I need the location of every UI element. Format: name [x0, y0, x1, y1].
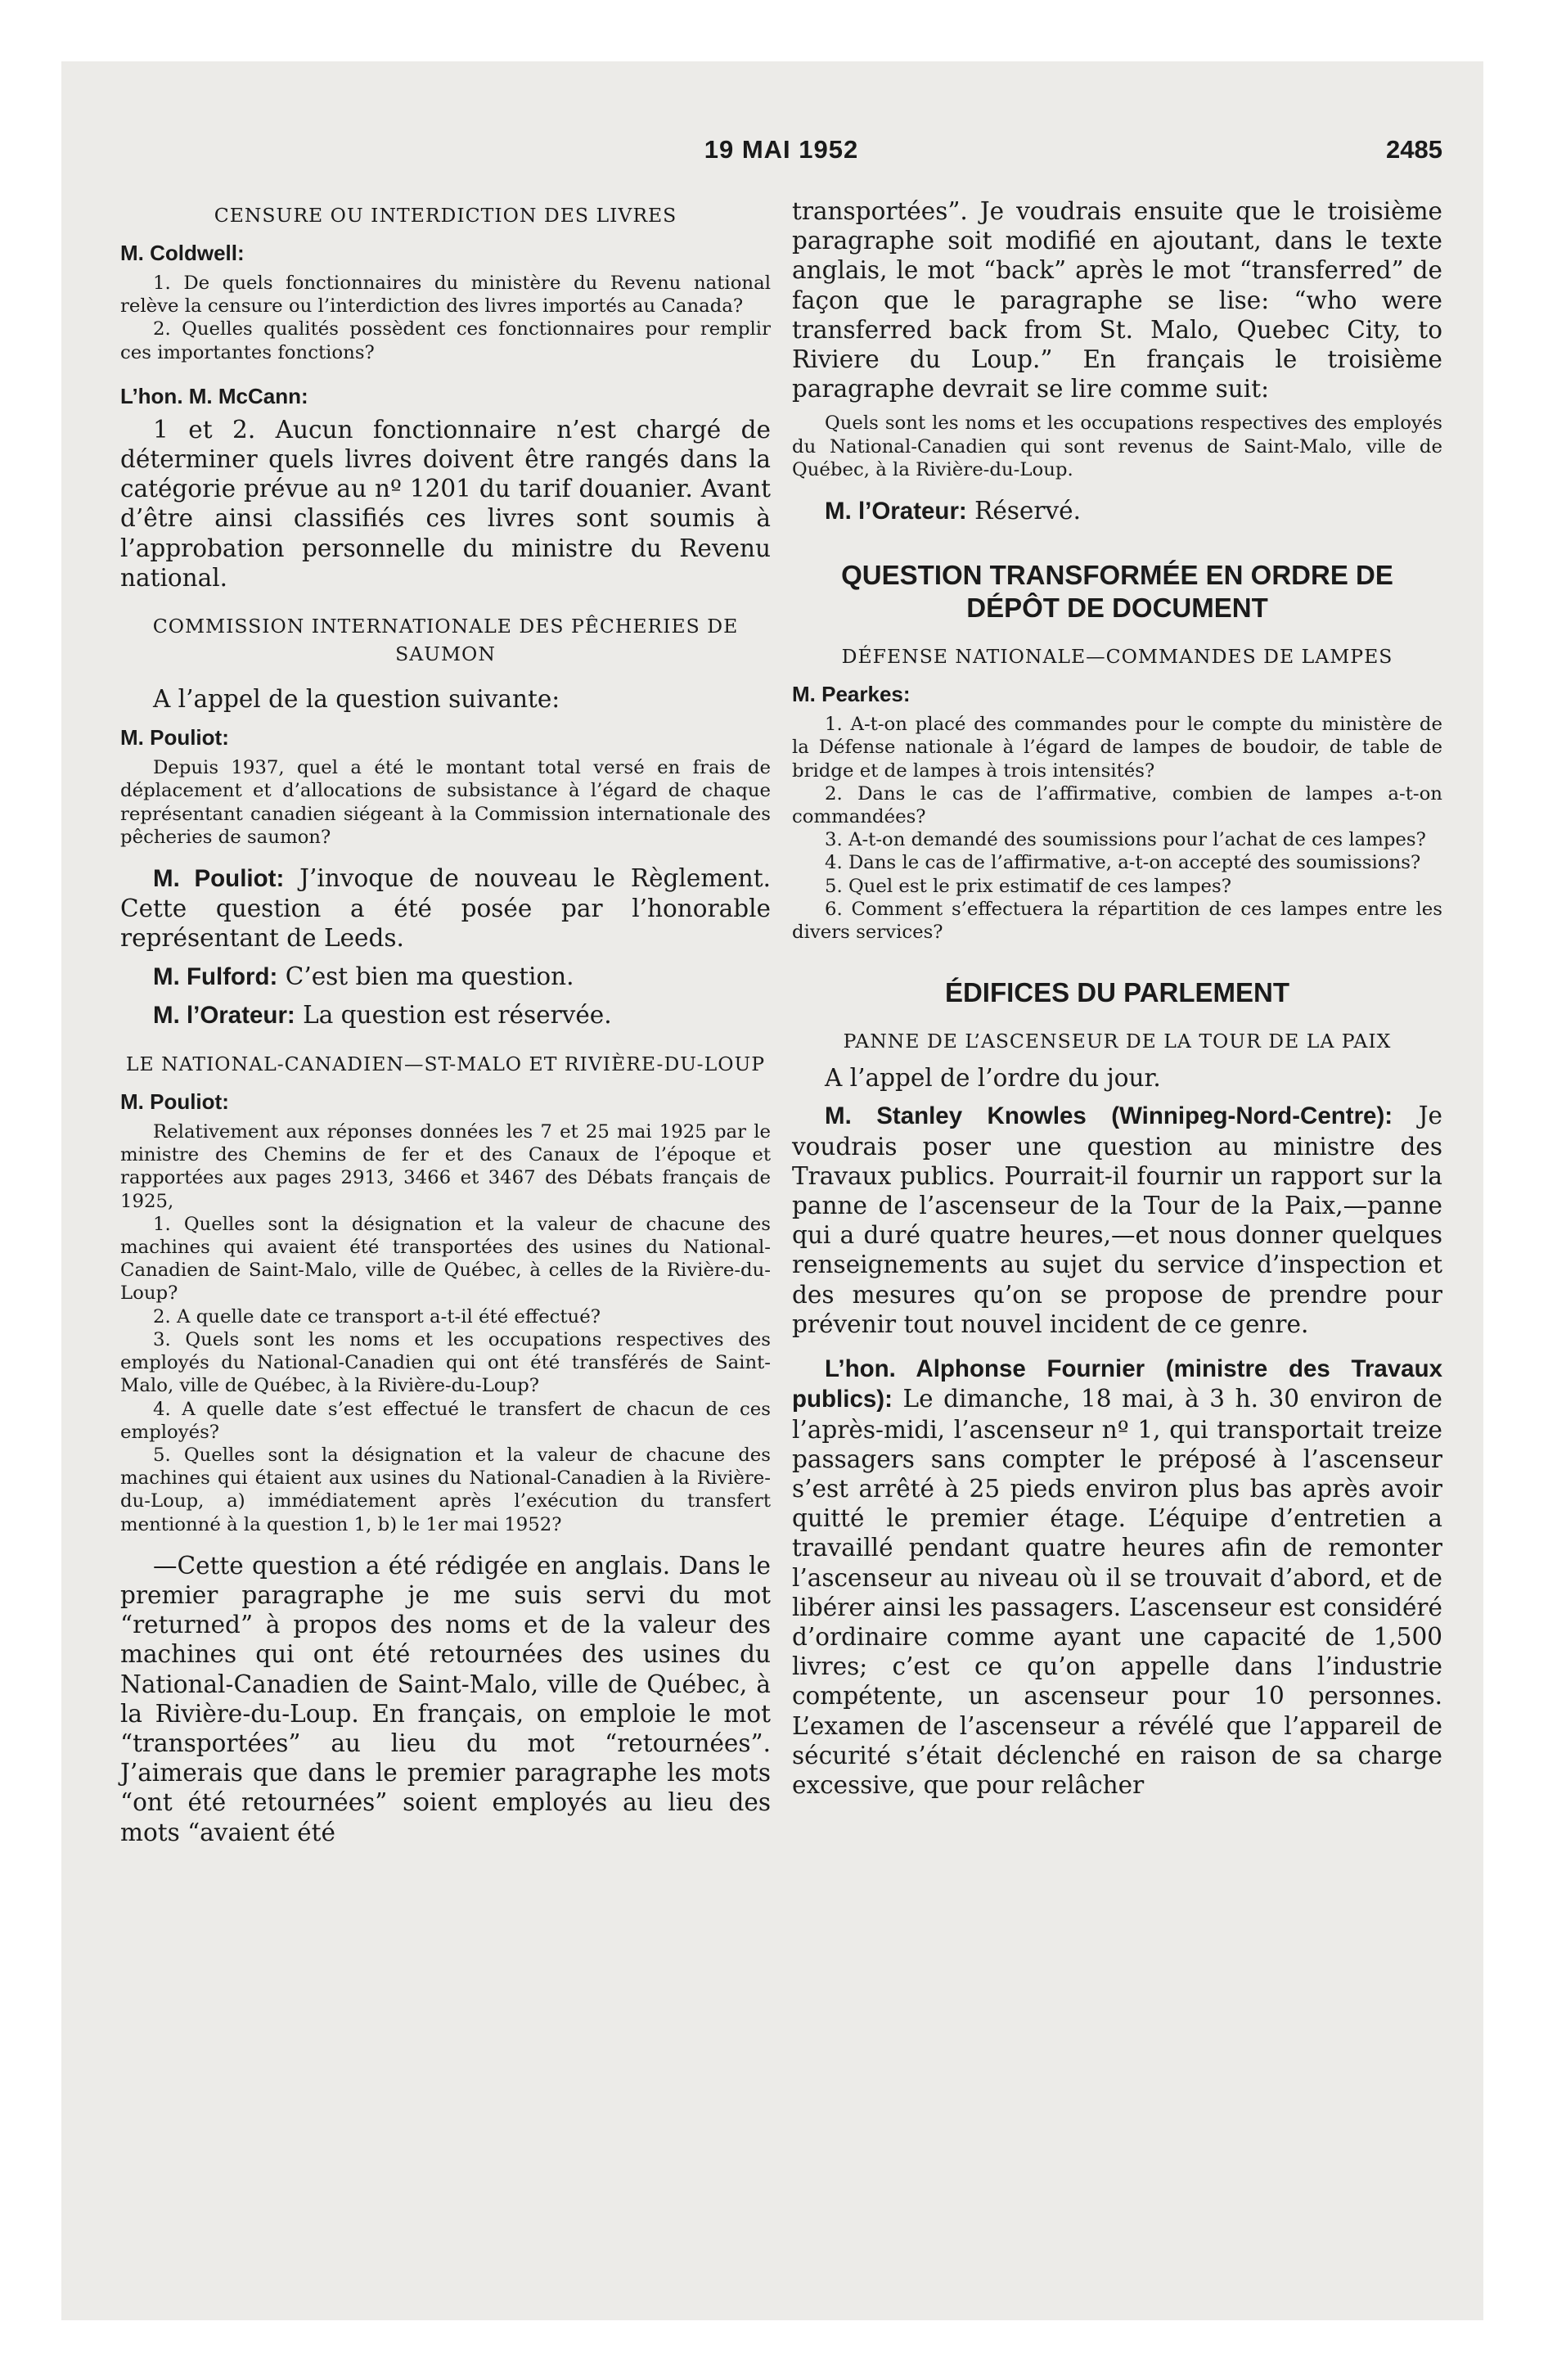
- speech-paragraph: transportées”. Je voudrais ensuite que le troisième paragraphe soit modifié en ajoutant, dans le texte anglais, le mot “back” après le mot “transferred” de façon que le paragraphe se lise: “who were transferred back from St. Malo, Quebec City, to Riviere du Loup.” En français le troisième paragraphe devrait se lire comme suit:: [792, 197, 1442, 403]
- question-text: 2. A quelle date ce transport a-t-il été effectué?: [153, 1305, 601, 1327]
- question-text: 2. Dans le cas de l’affirmative, combien de lampes a-t-on commandées?: [792, 782, 1442, 828]
- section-heading-national-canadien: LE NATIONAL-CANADIEN—ST-MALO ET RIVIÈRE-DU-LOUP: [125, 1053, 766, 1076]
- columns: [120, 196, 1442, 1847]
- speech-paragraph: M. l’Orateur: Réservé.: [825, 497, 1081, 525]
- speaker-coldwell: M. Coldwell:: [120, 241, 245, 265]
- question-text: 6. Comment s’effectuera la répartition de ces lampes entre les divers services?: [792, 898, 1442, 944]
- speaker-fournier: L’hon. Alphonse Fournier (ministre des Travaux publics):: [792, 1355, 1442, 1413]
- answer-paragraph: 1 et 2. Aucun fonctionnaire n’est chargé de déterminer quels livres doivent être rangés dans la catégorie prévue au nº 1201 du tarif douanier. Avant d’être ainsi classifiés ces livres sont soumis à l’approbation personnelle du ministre du Revenu national.: [120, 415, 771, 592]
- speech-paragraph: M. Stanley Knowles (Winnipeg-Nord-Centre): Je voudrais poser une question au ministre des Travaux publics. Pourrait-il fournir un rapport sur la panne de l’ascenseur de la Tour de la Paix,—panne qui a duré quatre heures,—et nous donner quelques renseignements au sujet du service d’inspection et des mesures qu’on se propose de prendre pour prévenir tout nouvel incident de ce genre.: [792, 1102, 1442, 1338]
- speech-paragraph: M. l’Orateur: La question est réservée.: [153, 1000, 612, 1029]
- speaker-pouliot: M. Pouliot:: [153, 865, 285, 893]
- call-text: A l’appel de l’ordre du jour.: [825, 1064, 1161, 1093]
- speaker-pearkes: M. Pearkes:: [792, 682, 911, 707]
- question-text: 4. A quelle date s’est effectué le transfert de chacun de ces employés?: [120, 1398, 771, 1443]
- speaker-orateur: M. l’Orateur:: [153, 1001, 295, 1029]
- question-text: 2. Quelles qualités possèdent ces fonctionnaires pour remplir ces importantes fonctions?: [120, 318, 771, 363]
- right-column: [792, 196, 1442, 1847]
- question-text: 1. De quels fonctionnaires du ministère du Revenu national relève la censure ou l’interdiction des livres importés au Canada?: [120, 273, 771, 318]
- section-heading-ascenseur: PANNE DE L’ASCENSEUR DE LA TOUR DE LA PAIX: [843, 1030, 1392, 1053]
- call-text: A l’appel de la question suivante:: [153, 685, 560, 714]
- speech-paragraph: M. Pouliot: J’invoque de nouveau le Règlement. Cette question a été posée par l’honorable représentant de Leeds.: [120, 864, 771, 953]
- speaker-pouliot: M. Pouliot:: [120, 725, 229, 751]
- question-text: 3. A-t-on demandé des soumissions pour l’achat de ces lampes?: [825, 829, 1426, 851]
- question-text: 4. Dans le cas de l’affirmative, a-t-on accepté des soumissions?: [825, 852, 1421, 874]
- speech-paragraph: L’hon. Alphonse Fournier (ministre des Travaux publics): Le dimanche, 18 mai, à 3 h. 30 environ de l’après-midi, l’ascenseur nº 1, qui transportait treize passagers sans compter le préposé à l’ascenseur s’est arrêté à 25 pieds environ plus bas après avoir quitté le premier étage. L’équipe d’entretien a travaillé pendant quatre heures afin de remonter l’ascenseur au niveau où il se trouvait d’abord, et de libérer ainsi les passagers. L’ascenseur est considéré d’ordinaire comme ayant une capacité de 1,500 livres; c’est ce qu’on appelle dans l’industrie compétente, un ascenseur pour 10 personnes. L’examen de l’ascenseur a révélé que l’appareil de sécurité s’était déclenché en raison de sa charge excessive, que pour relâcher: [792, 1355, 1442, 1799]
- speech-paragraph: M. Fulford: C’est bien ma question.: [153, 962, 574, 990]
- question-text: 1. A-t-on placé des commandes pour le compte du ministère de la Défense nationale à l’égard de lampes de boudoir, de table de bridge et de lampes à trois intensités?: [792, 714, 1442, 782]
- speaker-fulford: M. Fulford:: [153, 962, 278, 990]
- page-header: [120, 135, 1442, 184]
- question-text: 5. Quelles sont la désignation et la valeur de chacune des machines qui étaient aux usines du National-Canadien à la Rivière-du-Loup, a) immédiatement après l’exécution du transfert mentionné à la question 1, b) le 1er mai 1952?: [120, 1444, 771, 1535]
- speaker-mccann: L’hon. M. McCann:: [120, 383, 308, 408]
- header-date: 19 MAI 1952: [704, 135, 859, 164]
- left-column: [120, 196, 771, 1847]
- page-number: 2485: [1386, 135, 1442, 164]
- section-heading-peches: COMMISSION INTERNATIONALE DES PÊCHERIES DE SAUMON: [152, 615, 739, 666]
- question-text: Depuis 1937, quel a été le montant total versé en frais de déplacement et d’allocations de subsistance à l’égard de chaque représentant canadien siégeant à la Commission internationale des pêcheries de saumon?: [120, 757, 771, 848]
- question-text: 3. Quels sont les noms et les occupations respectives des employés du National-Canadien qui ont été transférés de Saint-Malo, ville de Québec, à la Rivière-du-Loup?: [120, 1328, 771, 1397]
- question-text: Relativement aux réponses données les 7 et 25 mai 1925 par le ministre des Chemins de fer et des Canaux de l’époque et rapportées aux pages 2913, 3466 et 3467 des Débats français de 1925,: [120, 1121, 771, 1212]
- section-heading-censure: CENSURE OU INTERDICTION DES LIVRES: [214, 204, 677, 227]
- section-heading-defense: DÉFENSE NATIONALE—COMMANDES DE LAMPES: [841, 645, 1393, 669]
- page: [61, 61, 1483, 2320]
- speaker-pouliot: M. Pouliot:: [120, 1089, 229, 1115]
- major-heading-question-transformee: QUESTION TRANSFORMÉE EN ORDRE DE DÉPÔT DE DOCUMENT: [841, 560, 1393, 624]
- speaker-knowles: M. Stanley Knowles (Winnipeg-Nord-Centre):: [825, 1102, 1393, 1130]
- speech-paragraph: —Cette question a été rédigée en anglais. Dans le premier paragraphe je me suis servi du mot “returned” à propos des noms et de la valeur des machines qui ont été retournées des usines du National-Canadien de Saint-Malo, ville de Québec, à la Rivière-du-Loup. En français, on emploie le mot “transportées” au lieu du mot “retournées”. J’aimerais que dans le premier paragraphe les mots “ont été retournées” soient employés au lieu des mots “avaient été: [120, 1551, 771, 1846]
- question-text: 5. Quel est le prix estimatif de ces lampes?: [825, 875, 1231, 897]
- major-heading-edifices: ÉDIFICES DU PARLEMENT: [944, 977, 1290, 1008]
- question-text: 1. Quelles sont la désignation et la valeur de chacune des machines qui avaient été transportées des usines du National-Canadien de Saint-Malo, ville de Québec, à celles de la Rivière-du-Loup?: [120, 1213, 771, 1305]
- quoted-question: Quels sont les noms et les occupations respectives des employés du National-Canadien qui sont revenus de Saint-Malo, ville de Québec, à la Rivière-du-Loup.: [792, 412, 1442, 480]
- speaker-orateur: M. l’Orateur:: [825, 498, 967, 525]
